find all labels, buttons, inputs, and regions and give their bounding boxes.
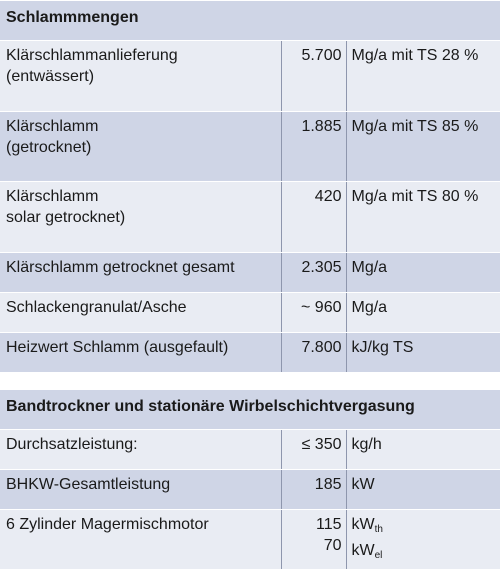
row-label: BHKW-Gesamtleistung bbox=[0, 470, 281, 510]
spacer bbox=[0, 373, 500, 390]
row-value: 185 bbox=[281, 470, 346, 510]
row-label: Schlackengranulat/Asche bbox=[0, 293, 281, 333]
row-value: 420 bbox=[281, 182, 346, 253]
table-row bbox=[0, 510, 500, 570]
section-header-row bbox=[0, 1, 500, 41]
section-title: Schlammmengen bbox=[0, 1, 500, 41]
row-value: 1.885 bbox=[281, 112, 346, 182]
row-unit: kJ/kg TS bbox=[346, 333, 500, 373]
table-row bbox=[0, 182, 500, 253]
row-value: 5.700 bbox=[281, 41, 346, 112]
spacer-row bbox=[0, 373, 500, 390]
row-label: Klärschlamm (getrocknet) bbox=[0, 112, 281, 182]
row-unit: Mg/a mit TS 28 % bbox=[346, 41, 500, 112]
row-unit: kg/h bbox=[346, 430, 500, 470]
row-unit: Mg/a bbox=[346, 253, 500, 293]
section-title: Bandtrockner und stationäre Wirbelschichtvergasung bbox=[0, 390, 500, 430]
table-row bbox=[0, 41, 500, 112]
table-row bbox=[0, 430, 500, 470]
table-row bbox=[0, 293, 500, 333]
row-unit: Mg/a mit TS 85 % bbox=[346, 112, 500, 182]
row-value: 2.305 bbox=[281, 253, 346, 293]
row-value: 115 70 bbox=[281, 510, 346, 570]
row-label: Durchsatzleistung: bbox=[0, 430, 281, 470]
table-row bbox=[0, 253, 500, 293]
row-unit: Mg/a mit TS 80 % bbox=[346, 182, 500, 253]
table-row bbox=[0, 112, 500, 182]
row-label: Klärschlammanlieferung (entwässert) bbox=[0, 41, 281, 112]
row-label: Klärschlamm getrocknet gesamt bbox=[0, 253, 281, 293]
row-unit: kW bbox=[346, 470, 500, 510]
row-value: ~ 960 bbox=[281, 293, 346, 333]
row-unit: Mg/a bbox=[346, 293, 500, 333]
row-value: 7.800 bbox=[281, 333, 346, 373]
table-row bbox=[0, 470, 500, 510]
row-label: 6 Zylinder Magermischmotor bbox=[0, 510, 281, 570]
row-label: Klärschlamm solar getrocknet) bbox=[0, 182, 281, 253]
table-row bbox=[0, 333, 500, 373]
row-value: ≤ 350 bbox=[281, 430, 346, 470]
section-header-row bbox=[0, 390, 500, 430]
row-label: Heizwert Schlamm (ausgefault) bbox=[0, 333, 281, 373]
row-unit: $kW_{th}$ $kW_{el}$ bbox=[346, 510, 500, 570]
